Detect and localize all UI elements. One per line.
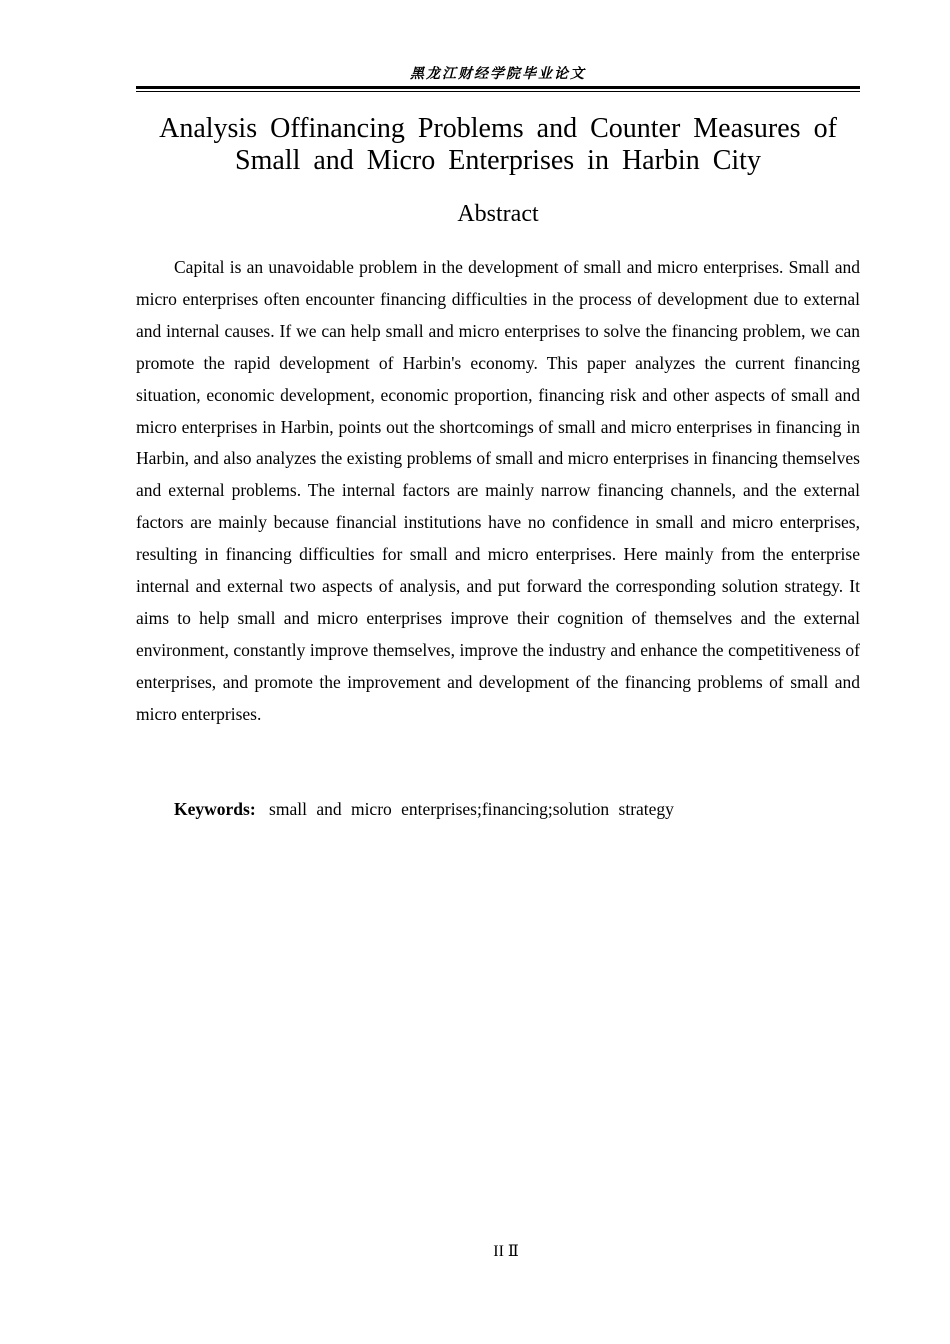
page-number: II Ⅱ [493,1243,519,1260]
header-rule-thin [136,91,860,92]
running-header: 黑龙江财经学院毕业论文 [410,67,586,82]
header-rule-thick [136,86,860,89]
abstract-heading: Abstract [457,201,539,227]
keywords-text: small and micro enterprises;financing;solution strategy [269,799,674,819]
keywords-line [174,795,860,823]
paper-title-line-2: Small and Micro Enterprises in Harbin City [235,145,761,176]
abstract-body: Capital is an unavoidable problem in the development of small and micro enterprises. Small and micro enterprises often encounter financing difficulties in the process of development due to external and internal causes. If we can help small and micro enterprises to solve the financing problem, we can promote the rapid development of Harbin's economy. This paper analyzes the current financing situation, economic development, economic proportion, financing risk and other aspects of small and micro enterprises in Harbin, points out the shortcomings of small and micro enterprises in financing in Harbin, and also analyzes the existing problems of small and micro enterprises in financing themselves and external problems. The internal factors are mainly narrow financing channels, and the external factors are mainly because financial institutions have no confidence in small and micro enterprises, resulting in financing difficulties for small and micro enterprises. Here mainly from the enterprise internal and external two aspects of analysis, and put forward the corresponding solution strategy. It aims to help small and micro enterprises improve their cognition of themselves and the external environment, constantly improve themselves, improve the industry and enhance the competitiveness of enterprises, and promote the improvement and development of the financing problems of small and micro enterprises. [136,257,860,724]
paper-title [136,113,860,177]
paper-title-line-1: Analysis Offinancing Problems and Counter Measures of [159,113,837,144]
keywords-label: Keywords: [174,799,256,819]
